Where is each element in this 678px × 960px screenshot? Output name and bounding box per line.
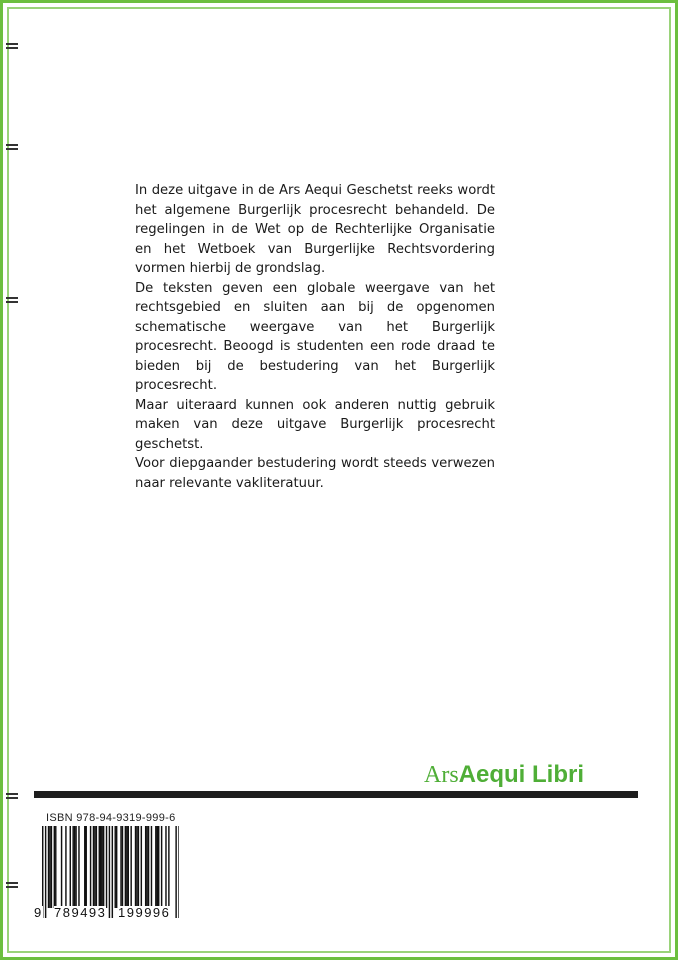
isbn-label: ISBN 978-94-9319-999-6 (46, 812, 176, 824)
barcode-bar (136, 826, 137, 908)
barcode-bar (116, 826, 117, 908)
crop-mark (6, 43, 18, 49)
barcode-bar (100, 826, 101, 908)
barcode-bar (94, 826, 95, 908)
barcode-bar (157, 826, 158, 908)
barcode-bar (51, 826, 52, 908)
barcode-bar (75, 826, 76, 908)
crop-mark (6, 793, 18, 799)
barcode-bar (48, 826, 49, 908)
barcode-bar (146, 826, 147, 908)
barcode-bar (130, 826, 131, 908)
barcode-bar (109, 826, 110, 918)
barcode-bar (175, 826, 176, 918)
barcode-bar (55, 826, 56, 908)
barcode-bar (148, 826, 149, 908)
barcode-bar (165, 826, 166, 908)
barcode-bar (158, 826, 159, 908)
publisher-logo (424, 759, 584, 791)
barcode-bar (178, 826, 179, 918)
barcode-bar (122, 826, 123, 908)
barcode-bar (99, 826, 100, 908)
barcode-bar (168, 826, 169, 908)
barcode (34, 826, 179, 930)
barcode-bar (120, 826, 121, 908)
barcode-bar (90, 826, 91, 908)
blurb-paragraph: Maar uiteraard kunnen ook anderen nuttig gebruik maken van deze uitgave Burgerlijk procesrecht geschetst. (135, 397, 495, 452)
barcode-bar (141, 826, 142, 908)
barcode-bar (138, 826, 139, 908)
barcode-bar (96, 826, 97, 908)
back-cover-blurb (135, 181, 495, 493)
barcode-bar (101, 826, 102, 908)
barcode-bar (65, 826, 66, 908)
barcode-bar (135, 826, 136, 908)
barcode-bar (61, 826, 62, 908)
barcode-bar (151, 826, 152, 908)
crop-mark (6, 297, 18, 303)
blurb-paragraph: De teksten geven een globale weergave van het rechtsgebied en sluiten aan bij de opgenomen schematische weergave van het Burgerlijk procesrecht. Beoogd is studenten een rode draad te bieden bij de bestudering van het Burgerlijk procesrecht. (135, 280, 495, 393)
barcode-digit-first: 9 (34, 905, 43, 920)
barcode-bar (112, 826, 113, 918)
barcode-digits-right: 199996 (118, 905, 171, 920)
barcode-bar (161, 826, 162, 908)
barcode-bar (70, 826, 71, 908)
barcode-bar (126, 826, 127, 908)
logo-ars: Ars (424, 762, 459, 788)
barcode-bar (145, 826, 146, 908)
barcode-bar (106, 826, 107, 908)
logo-libri: Libri (525, 761, 585, 788)
crop-mark (6, 144, 18, 150)
blurb-paragraph: Voor diepgaander bestudering wordt steeds verwezen naar relevante vakliteratuur. (135, 456, 495, 491)
barcode-bar (84, 826, 85, 908)
barcode-bar (155, 826, 156, 908)
horizontal-rule (34, 791, 638, 798)
barcode-bar (115, 826, 116, 908)
barcode-bar (86, 826, 87, 908)
barcode-bar (103, 826, 104, 908)
crop-mark (6, 882, 18, 888)
barcode-bar (49, 826, 50, 908)
logo-aequi: Aequi (458, 761, 526, 788)
barcode-bar (54, 826, 55, 908)
barcode-bar (128, 826, 129, 908)
barcode-bar (93, 826, 94, 908)
barcode-bar (45, 826, 46, 918)
barcode-bar (125, 826, 126, 908)
barcode-bar (78, 826, 79, 908)
barcode-bar (72, 826, 73, 908)
barcode-digits-left: 789493 (54, 905, 107, 920)
blurb-paragraph: In deze uitgave in de Ars Aequi Geschetst reeks wordt het algemene Burgerlijk procesrecht behandeld. De regelingen in de Wet op de Rechterlijke Organisatie en het Wetboek van Burgerlijke Rechtsvordering vormen hierbij de grondslag. (135, 183, 495, 276)
barcode-bar (74, 826, 75, 908)
